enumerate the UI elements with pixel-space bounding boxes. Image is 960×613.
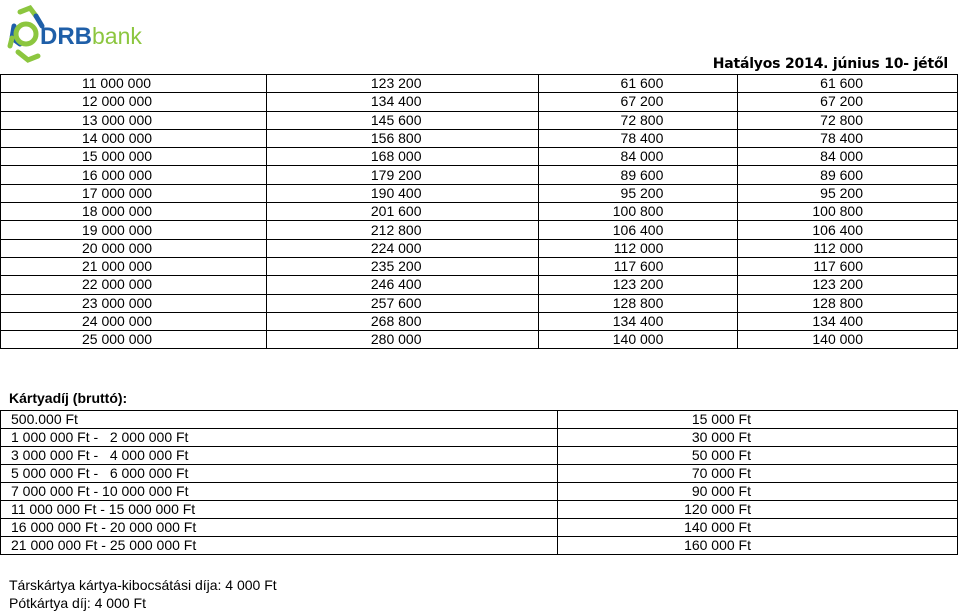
table-cell: 212 800	[266, 221, 538, 239]
table-cell: 128 800	[538, 294, 738, 312]
table-cell: 11 000 000	[1, 75, 267, 93]
table-cell: 106 400	[738, 221, 958, 239]
svg-text:bank: bank	[92, 23, 142, 49]
table-cell: 24 000 000	[1, 312, 267, 330]
table-cell: 67 200	[738, 93, 958, 111]
table-row	[1, 148, 958, 166]
table-cell: 15 000 000	[1, 148, 267, 166]
table-cell: 190 400	[266, 184, 538, 202]
table-cell: 95 200	[738, 184, 958, 202]
fee-amount: 70 000 Ft	[558, 465, 958, 483]
table-row	[1, 184, 958, 202]
table-cell: 14 000 000	[1, 129, 267, 147]
table-cell: 25 000 000	[1, 331, 267, 349]
table-row	[1, 331, 958, 349]
table-cell: 140 000	[738, 331, 958, 349]
companion-card-fee: Társkártya kártya-kibocsátási díja: 4 000 Ft	[9, 577, 277, 593]
table-cell: 134 400	[738, 312, 958, 330]
table-cell: 22 000 000	[1, 276, 267, 294]
fee-row	[1, 537, 958, 555]
table-cell: 179 200	[266, 166, 538, 184]
table-cell: 123 200	[738, 276, 958, 294]
fee-range: 500.000 Ft	[1, 411, 558, 429]
table-cell: 61 600	[738, 75, 958, 93]
table-cell: 106 400	[538, 221, 738, 239]
table-cell: 61 600	[538, 75, 738, 93]
table-row	[1, 75, 958, 93]
table-cell: 140 000	[538, 331, 738, 349]
table-cell: 112 000	[738, 239, 958, 257]
table-cell: 123 200	[538, 276, 738, 294]
table-cell: 67 200	[538, 93, 738, 111]
table-row	[1, 257, 958, 275]
fee-range: 1 000 000 Ft - 2 000 000 Ft	[1, 429, 558, 447]
table-row	[1, 93, 958, 111]
fee-row	[1, 411, 958, 429]
table-cell: 21 000 000	[1, 257, 267, 275]
fee-range: 5 000 000 Ft - 6 000 000 Ft	[1, 465, 558, 483]
fee-amount: 50 000 Ft	[558, 447, 958, 465]
table-cell: 12 000 000	[1, 93, 267, 111]
table-cell: 145 600	[266, 111, 538, 129]
svg-text:DRB: DRB	[40, 23, 92, 50]
table-cell: 123 200	[266, 75, 538, 93]
fee-amount: 120 000 Ft	[558, 501, 958, 519]
table-row	[1, 166, 958, 184]
table-row	[1, 276, 958, 294]
table-cell: 134 400	[538, 312, 738, 330]
fee-row	[1, 519, 958, 537]
table-cell: 100 800	[738, 203, 958, 221]
table-row	[1, 312, 958, 330]
table-row	[1, 129, 958, 147]
table-cell: 17 000 000	[1, 184, 267, 202]
fee-range: 21 000 000 Ft - 25 000 000 Ft	[1, 537, 558, 555]
table-cell: 224 000	[266, 239, 538, 257]
fee-amount: 30 000 Ft	[558, 429, 958, 447]
table-cell: 16 000 000	[1, 166, 267, 184]
table-cell: 95 200	[538, 184, 738, 202]
table-cell: 72 800	[538, 111, 738, 129]
fee-amount: 15 000 Ft	[558, 411, 958, 429]
effective-date: Hatályos 2014. június 10- jétől	[712, 56, 948, 72]
table-cell: 128 800	[738, 294, 958, 312]
fee-range: 16 000 000 Ft - 20 000 000 Ft	[1, 519, 558, 537]
table-cell: 168 000	[266, 148, 538, 166]
table-cell: 117 600	[738, 257, 958, 275]
table-cell: 19 000 000	[1, 221, 267, 239]
fee-row	[1, 501, 958, 519]
card-fee-table	[0, 410, 958, 555]
table-cell: 112 000	[538, 239, 738, 257]
drb-bank-logo	[6, 2, 146, 70]
card-fee-title: Kártyadíj (bruttó):	[9, 390, 128, 406]
table-cell: 100 800	[538, 203, 738, 221]
fee-range: 7 000 000 Ft - 10 000 000 Ft	[1, 483, 558, 501]
supplementary-card-fee: Pótkártya díj: 4 000 Ft	[9, 595, 146, 611]
fee-range: 3 000 000 Ft - 4 000 000 Ft	[1, 447, 558, 465]
fee-schedule-table	[0, 74, 958, 349]
table-cell: 78 400	[538, 129, 738, 147]
fee-row	[1, 483, 958, 501]
table-cell: 13 000 000	[1, 111, 267, 129]
table-cell: 246 400	[266, 276, 538, 294]
table-cell: 20 000 000	[1, 239, 267, 257]
table-cell: 156 800	[266, 129, 538, 147]
table-cell: 89 600	[538, 166, 738, 184]
table-cell: 23 000 000	[1, 294, 267, 312]
table-row	[1, 294, 958, 312]
fee-range: 11 000 000 Ft - 15 000 000 Ft	[1, 501, 558, 519]
fee-amount: 140 000 Ft	[558, 519, 958, 537]
table-cell: 18 000 000	[1, 203, 267, 221]
table-cell: 257 600	[266, 294, 538, 312]
table-row	[1, 203, 958, 221]
table-cell: 78 400	[738, 129, 958, 147]
fee-row	[1, 465, 958, 483]
fee-amount: 160 000 Ft	[558, 537, 958, 555]
table-cell: 84 000	[538, 148, 738, 166]
table-cell: 268 800	[266, 312, 538, 330]
table-cell: 117 600	[538, 257, 738, 275]
table-cell: 134 400	[266, 93, 538, 111]
table-cell: 201 600	[266, 203, 538, 221]
table-cell: 235 200	[266, 257, 538, 275]
table-row	[1, 239, 958, 257]
table-row	[1, 111, 958, 129]
table-cell: 280 000	[266, 331, 538, 349]
fee-row	[1, 429, 958, 447]
table-row	[1, 221, 958, 239]
table-cell: 72 800	[738, 111, 958, 129]
table-cell: 84 000	[738, 148, 958, 166]
fee-row	[1, 447, 958, 465]
fee-amount: 90 000 Ft	[558, 483, 958, 501]
table-cell: 89 600	[738, 166, 958, 184]
